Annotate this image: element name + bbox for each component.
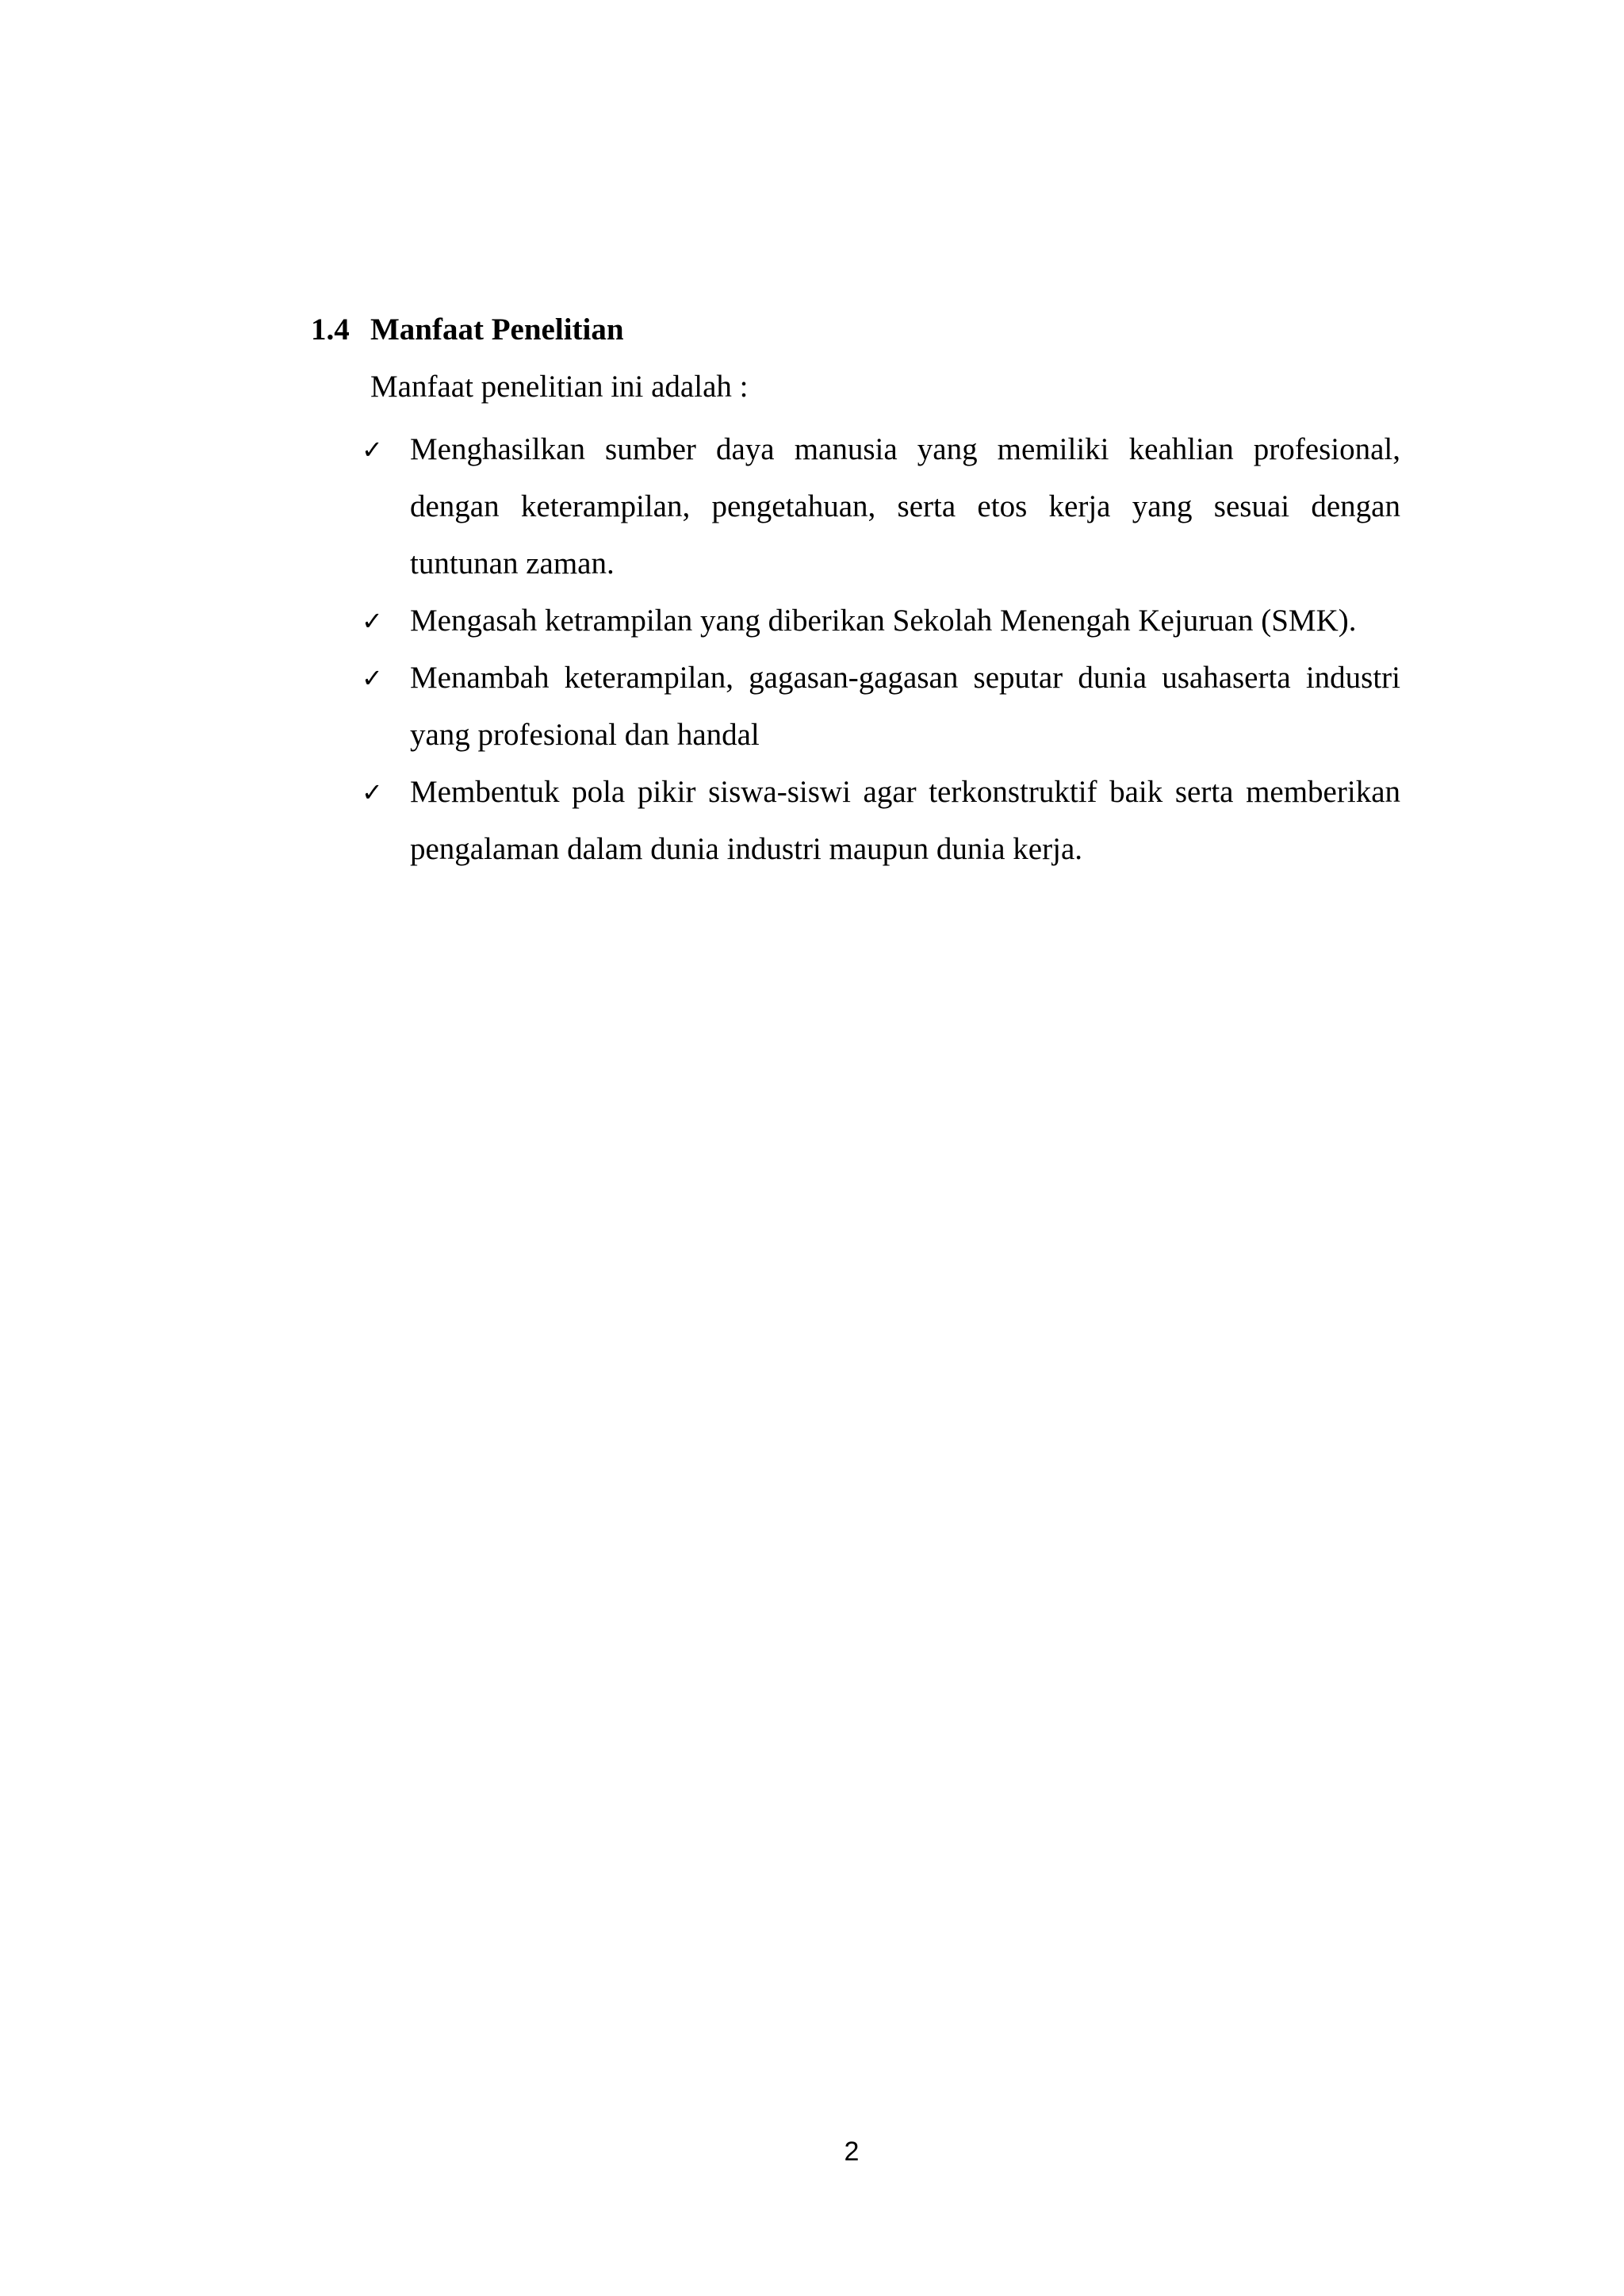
benefit-list bbox=[362, 421, 1400, 878]
list-item bbox=[362, 650, 1400, 764]
list-item bbox=[362, 592, 1400, 650]
list-item-text: Mengasah ketrampilan yang diberikan Sekolah Menengah Kejuruan (SMK). bbox=[410, 604, 1357, 638]
list-item-text: Menambah keterampilan, gagasan-gagasan seputar dunia usahaserta industri yang profesional dan handal bbox=[410, 661, 1400, 752]
checkmark-icon: ✓ bbox=[362, 777, 383, 807]
list-item bbox=[362, 764, 1400, 878]
section-title: Manfaat Penelitian bbox=[370, 312, 624, 347]
checkmark-icon: ✓ bbox=[362, 606, 383, 636]
section-number: 1.4 bbox=[311, 312, 350, 347]
checkmark-icon: ✓ bbox=[362, 663, 383, 693]
checkmark-icon: ✓ bbox=[362, 435, 383, 465]
list-item bbox=[362, 421, 1400, 592]
list-item-text: Menghasilkan sumber daya manusia yang memiliki keahlian profesional, dengan keterampilan, pengetahuan, serta etos kerja yang sesuai dengan tuntunan zaman. bbox=[410, 432, 1400, 581]
page-number: 2 bbox=[844, 2137, 860, 2167]
section-heading bbox=[311, 308, 624, 352]
intro-paragraph: Manfaat penelitian ini adalah : bbox=[370, 370, 749, 404]
list-item-text: Membentuk pola pikir siswa-siswi agar terkonstruktif baik serta memberikan pengalaman dalam dunia industri maupun dunia kerja. bbox=[410, 775, 1400, 866]
